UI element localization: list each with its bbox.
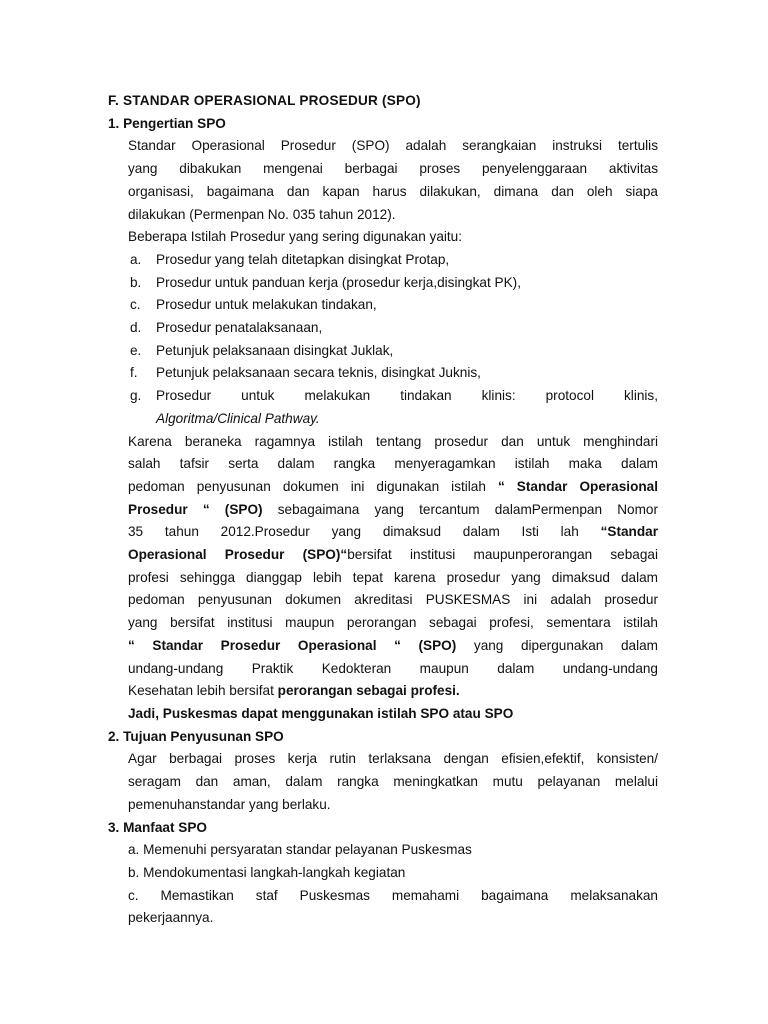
bold-term: “ Standar Operasional [497, 478, 658, 494]
definition-line: organisasi, bagaimana dan kapan harus dilakukan, dimana dan oleh siapa [128, 183, 658, 199]
paragraph-line [108, 680, 658, 703]
list-marker: b. [130, 274, 142, 290]
text-run: pedoman penyusunan dokumen ini digunakan istilah [128, 478, 498, 494]
page-title: F. STANDAR OPERASIONAL PROSEDUR (SPO) [108, 93, 421, 108]
list-item [108, 340, 658, 363]
list-item [108, 362, 658, 385]
conclusion-line: Jadi, Puskesmas dapat menggunakan istilah SPO atau SPO [128, 705, 514, 721]
definition-line: yang dibakukan mengenai berbagai proses penyelenggaraan aktivitas [128, 161, 658, 177]
list-item [108, 249, 658, 272]
paragraph-line: salah tafsir serta dalam rangka menyeragamkan istilah maka dalam [128, 456, 658, 472]
benefit-item: pekerjaannya. [128, 910, 214, 926]
text-run: sebagaimana yang tercantum dalamPermenpan Nomor [262, 501, 658, 517]
list-marker: g. [130, 388, 142, 404]
paragraph-line: pemenuhanstandar yang berlaku. [128, 796, 331, 812]
list-marker: f. [130, 365, 138, 381]
section-3-heading: 3. Manfaat SPO [108, 819, 207, 835]
paragraph-line [108, 476, 658, 499]
list-text: Petunjuk pelaksanaan secara teknis, disingkat Juknis, [156, 365, 481, 381]
benefit-item: c. Memastikan staf Puskesmas memahami bagaimana melaksanakan [128, 887, 658, 903]
bold-term: “ Standar Prosedur Operasional “ (SPO) [128, 637, 457, 653]
list-item [108, 272, 658, 295]
terms-intro: Beberapa Istilah Prosedur yang sering digunakan yaitu: [128, 229, 463, 245]
paragraph-line: profesi sehingga dianggap lebih tepat karena prosedur yang dimaksud dalam [128, 569, 658, 585]
definition-line: dilakukan (Permenpan No. 035 tahun 2012). [128, 206, 396, 222]
list-marker: c. [130, 297, 141, 313]
list-item-continuation: Algoritma/Clinical Pathway. [156, 410, 320, 426]
paragraph-line: pedoman penyusunan dokumen akreditasi PUSKESMAS ini adalah prosedur [128, 592, 658, 608]
paragraph-line: Agar berbagai proses kerja rutin terlaksana dengan efisien,efektif, konsisten/ [128, 751, 658, 767]
list-text: Petunjuk pelaksanaan disingkat Juklak, [156, 342, 394, 358]
list-marker: e. [130, 342, 142, 358]
list-text: Prosedur untuk panduan kerja (prosedur kerja,disingkat PK), [156, 274, 521, 290]
text-run: bersifat institusi maupunperorangan sebagai [347, 547, 658, 563]
section-2-heading: 2. Tujuan Penyusunan SPO [108, 728, 284, 744]
paragraph-line: yang bersifat institusi maupun perorangan sebagai profesi, sementara istilah [128, 615, 658, 631]
bold-term: perorangan sebagai profesi. [277, 683, 460, 699]
text-run: yang dipergunakan dalam [456, 637, 658, 653]
bold-term: Prosedur “ (SPO) [128, 501, 263, 517]
text-run: 35 tahun 2012.Prosedur yang dimaksud dalam Isti lah [128, 524, 601, 540]
section-1-heading: 1. Pengertian SPO [108, 115, 226, 131]
paragraph-line [108, 499, 658, 522]
list-item [108, 294, 658, 317]
list-item [108, 385, 658, 408]
paragraph-line: Karena beraneka ragamnya istilah tentang prosedur dan untuk menghindari [128, 433, 658, 449]
bold-term: Operasional Prosedur (SPO)“ [128, 547, 348, 563]
paragraph-line [108, 544, 658, 567]
benefit-item: b. Mendokumentasi langkah-langkah kegiatan [128, 864, 406, 880]
paragraph-line: undang-undang Praktik Kedokteran maupun dalam undang-undang [128, 660, 658, 676]
list-text: Prosedur yang telah ditetapkan disingkat Protap, [156, 251, 450, 267]
bold-term: “Standar [600, 524, 658, 540]
paragraph-line: seragam dan aman, dalam rangka meningkatkan mutu pelayanan melalui [128, 774, 658, 790]
list-text: Prosedur untuk melakukan tindakan, [156, 297, 377, 313]
definition-line: Standar Operasional Prosedur (SPO) adalah serangkaian instruksi tertulis [128, 138, 658, 154]
list-text: Prosedur penatalaksanaan, [156, 320, 323, 336]
list-marker: a. [130, 251, 142, 267]
list-item [108, 317, 658, 340]
text-run: Kesehatan lebih bersifat [128, 683, 278, 699]
benefit-item: a. Memenuhi persyaratan standar pelayanan Puskesmas [128, 842, 472, 858]
list-marker: d. [130, 320, 142, 336]
paragraph-line [108, 521, 658, 544]
paragraph-line [108, 635, 658, 658]
list-text: Prosedur untuk melakukan tindakan klinis: protocol klinis, [156, 388, 658, 404]
